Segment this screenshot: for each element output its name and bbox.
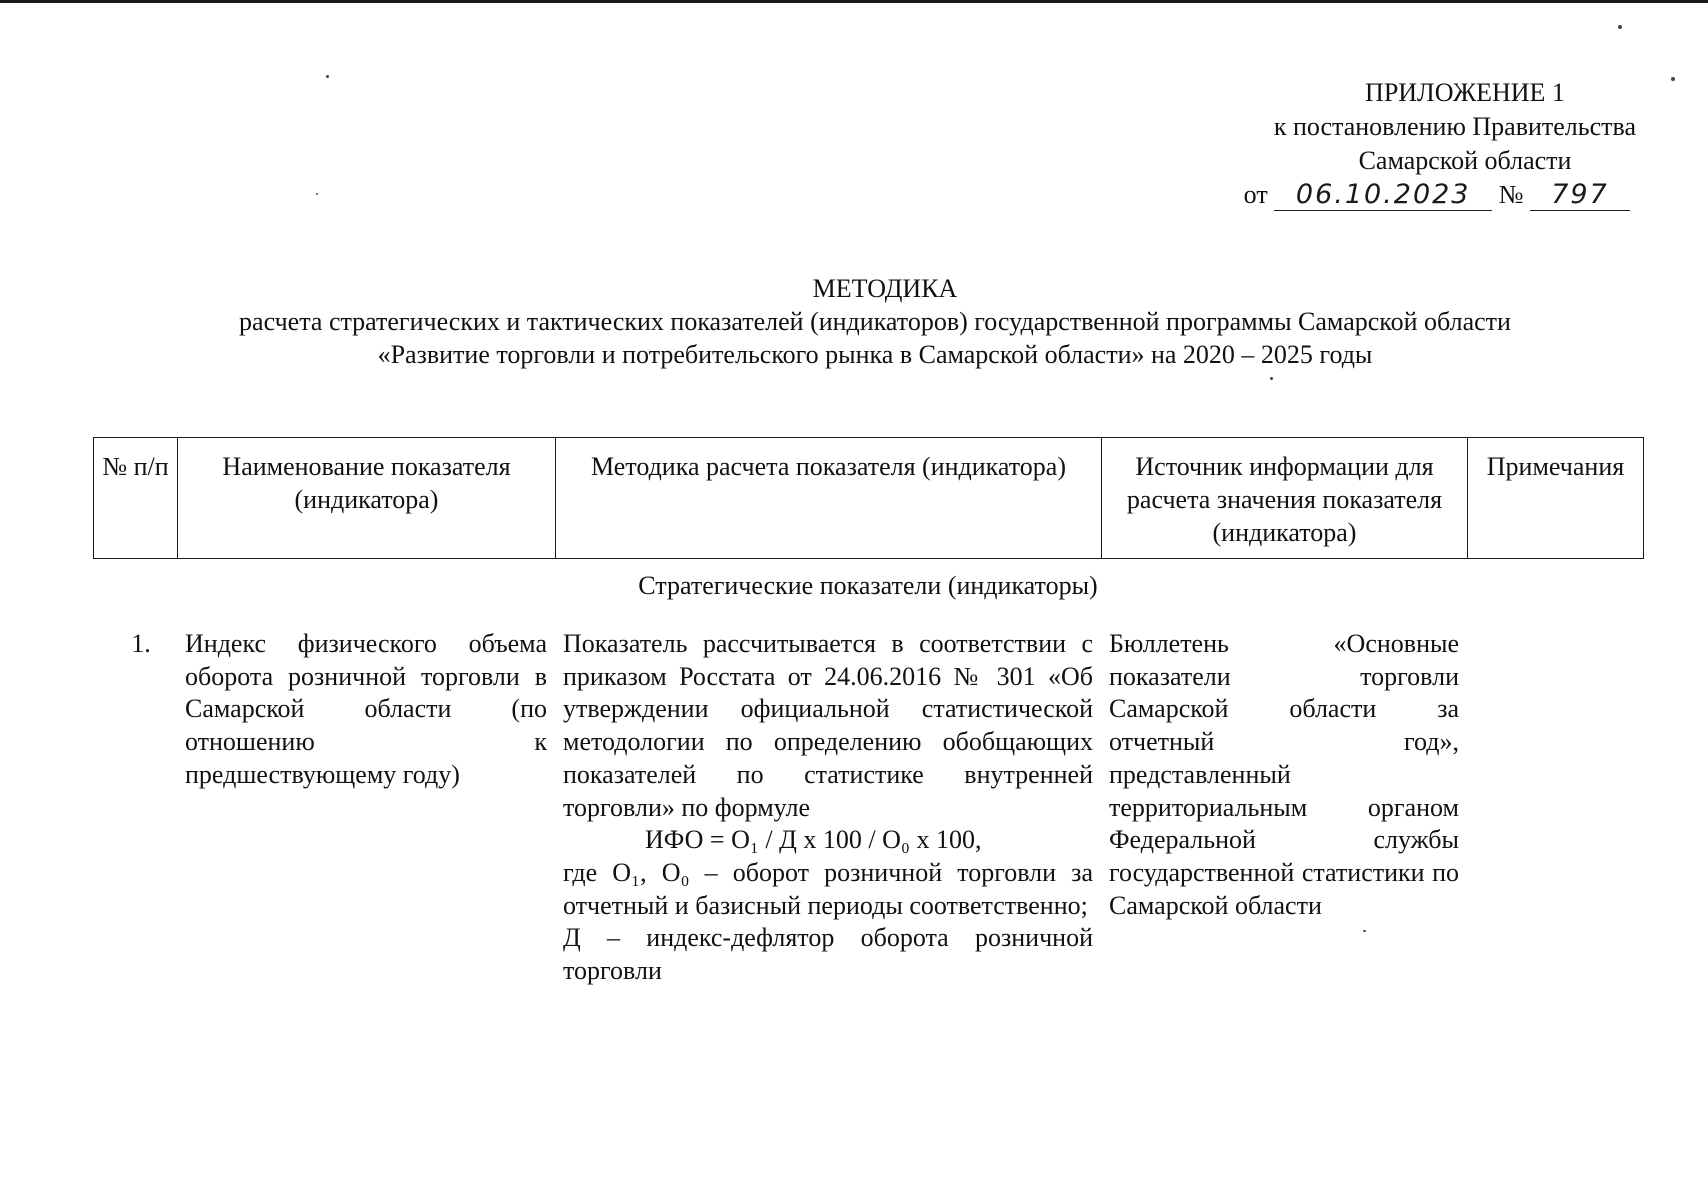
scan-speck [1618,25,1622,29]
appendix-header [1160,76,1680,212]
decree-signature-row [1160,178,1680,212]
header-method: Методика расчета показателя (индикатора) [556,438,1102,559]
appendix-to-decree: к постановлению Правительства [1273,112,1636,141]
scan-speck [316,193,318,195]
document-title: МЕТОДИКА [812,274,958,303]
section-title: Стратегические показатели (индикаторы) [638,571,1098,600]
scan-top-border [0,0,1708,3]
method-deflator: Д – индекс-дефлятор оборота розничной торговли [563,923,1093,986]
document-subtitle-line1: расчета стратегических и тактических показателей (индикаторов) государственной программы Самарской области [239,307,1511,336]
header-indicator-name: Наименование показателя (индикатора) [178,438,556,559]
header-number: № п/п [94,438,178,559]
table-row [93,628,1643,988]
header-source: Источник информации для расчета значения показателя (индикатора) [1102,438,1468,559]
document-subtitle-line2: «Развитие торговли и потребительского рынка в Самарской области» на 2020 – 2025 годы [377,340,1373,369]
appendix-title: ПРИЛОЖЕНИЕ 1 [1365,78,1565,107]
scan-speck [326,75,329,78]
indicators-table-header [93,437,1644,559]
table-header-row [94,438,1644,559]
appendix-region: Самарской области [1358,146,1572,175]
method-where: где О₁, О₀ – оборот розничной торговли за отчетный и базисный периоды соответственно; [563,857,1093,920]
indicators-table-body [93,628,1643,988]
row-method [555,628,1101,988]
method-intro: Показатель рассчитывается в соответствии с приказом Росстата от 24.06.2016 № 301 «Об утверждении официальной статистической методологии по определению обобщающих показателей по статистике внутренней торговли» по формуле [563,629,1093,822]
row-indicator-name: Индекс физического объема оборота розничной торговли в Самарской области (по отношению к предшествующему году) [185,629,547,789]
row-notes [1467,628,1643,988]
handwritten-number: 797 [1530,180,1630,211]
scan-speck [1270,377,1273,380]
row-source: Бюллетень «Основные показатели торговли Самарской области за отчетный год», представленный территориальным органом Федеральной службы государственной статистики по Самарской области [1109,629,1459,920]
method-formula: ИФО = О₁ / Д х 100 / О₀ х 100, [645,825,982,855]
row-number: 1. [131,629,151,658]
date-prefix: от [1243,180,1268,209]
handwritten-date: 06.10.2023 [1274,180,1492,211]
document-title-block [120,272,1630,371]
number-prefix: № [1498,180,1524,209]
header-notes: Примечания [1468,438,1644,559]
